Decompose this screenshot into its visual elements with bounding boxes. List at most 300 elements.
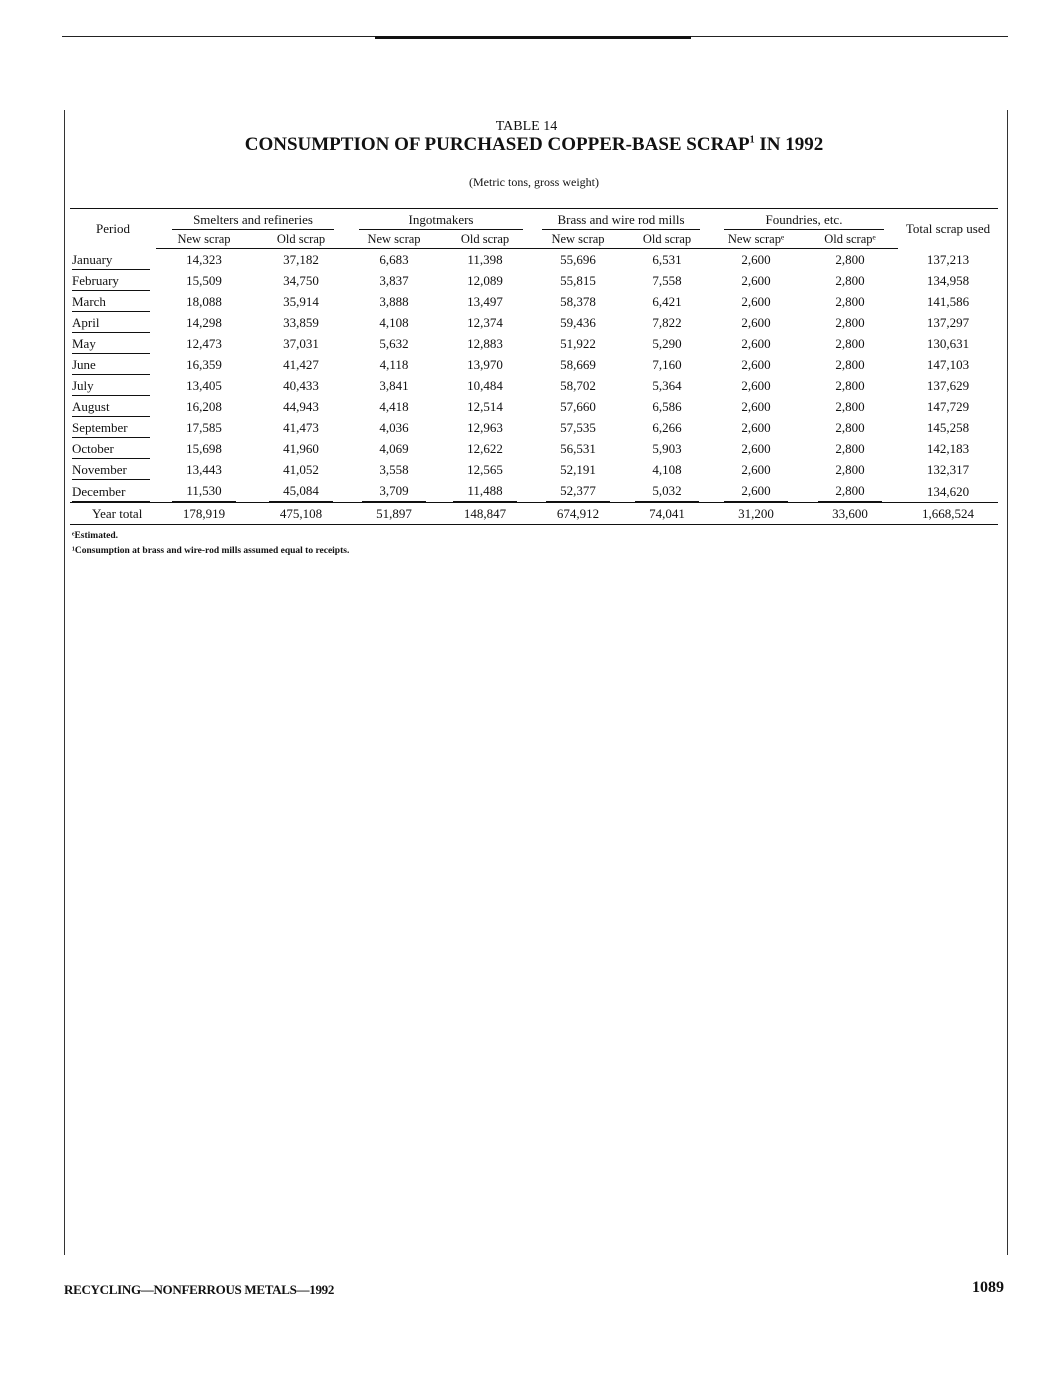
value-text: 33,859 bbox=[283, 315, 319, 330]
value-cell bbox=[624, 270, 710, 291]
value-text: 16,359 bbox=[186, 357, 222, 372]
value-cell bbox=[624, 333, 710, 354]
value-text: 2,800 bbox=[835, 336, 865, 351]
value-cell bbox=[898, 438, 998, 459]
value-cell bbox=[898, 503, 998, 525]
value-cell bbox=[532, 480, 624, 503]
value-cell bbox=[710, 396, 802, 417]
period-cell bbox=[70, 249, 156, 271]
value-text: 56,531 bbox=[560, 441, 596, 456]
value-cell bbox=[350, 291, 438, 312]
value-text: 33,600 bbox=[832, 506, 868, 521]
value-text: 12,883 bbox=[467, 336, 503, 351]
value-text: 148,847 bbox=[463, 506, 507, 521]
table-row bbox=[70, 459, 998, 480]
period-label: November bbox=[72, 460, 150, 480]
value-text: 2,800 bbox=[835, 315, 865, 330]
value-cell bbox=[350, 417, 438, 438]
value-text: 4,418 bbox=[379, 399, 409, 414]
value-text: 2,800 bbox=[835, 462, 865, 477]
value-text: 11,530 bbox=[172, 480, 236, 502]
value-text: 7,558 bbox=[652, 273, 682, 288]
value-text: 41,473 bbox=[283, 420, 319, 435]
subheader-old-scrap: Old scrap bbox=[624, 230, 710, 249]
value-text: 2,600 bbox=[741, 273, 771, 288]
period-cell bbox=[70, 270, 156, 291]
top-rule-accent bbox=[375, 36, 691, 39]
value-text: 41,427 bbox=[283, 357, 319, 372]
value-cell bbox=[624, 396, 710, 417]
left-margin-rule bbox=[64, 110, 65, 1255]
period-label: December bbox=[72, 482, 150, 502]
value-text: 5,290 bbox=[652, 336, 682, 351]
subheader-old-scrap: Old scrap bbox=[252, 230, 350, 249]
period-label: Year total bbox=[92, 506, 143, 521]
value-cell bbox=[156, 333, 252, 354]
value-cell bbox=[252, 249, 350, 271]
value-cell bbox=[156, 438, 252, 459]
table-row bbox=[70, 270, 998, 291]
period-cell bbox=[70, 375, 156, 396]
value-text: 15,509 bbox=[186, 273, 222, 288]
group-header-brass-mills: Brass and wire rod mills bbox=[532, 209, 710, 231]
value-text: 475,108 bbox=[279, 506, 323, 521]
value-text: 147,103 bbox=[926, 357, 970, 372]
value-cell bbox=[802, 503, 898, 525]
value-text: 132,317 bbox=[926, 462, 970, 477]
value-cell bbox=[532, 396, 624, 417]
table-row bbox=[70, 480, 998, 503]
value-text: 134,958 bbox=[926, 273, 970, 288]
value-cell bbox=[898, 459, 998, 480]
table-row bbox=[70, 438, 998, 459]
value-text: 59,436 bbox=[560, 315, 596, 330]
period-cell bbox=[70, 480, 156, 503]
group-header-foundries: Foundries, etc. bbox=[710, 209, 898, 231]
value-cell bbox=[350, 375, 438, 396]
table-row bbox=[70, 375, 998, 396]
value-text: 137,629 bbox=[926, 378, 970, 393]
value-cell bbox=[802, 270, 898, 291]
value-cell bbox=[438, 503, 532, 525]
table-title bbox=[0, 134, 1053, 156]
table-title-year: IN 1992 bbox=[754, 134, 824, 155]
value-cell bbox=[438, 480, 532, 503]
period-cell bbox=[70, 459, 156, 480]
value-text: 41,960 bbox=[283, 441, 319, 456]
value-text: 130,631 bbox=[926, 336, 970, 351]
value-cell bbox=[624, 312, 710, 333]
value-text: 3,837 bbox=[379, 273, 409, 288]
value-text: 31,200 bbox=[738, 506, 774, 521]
value-cell bbox=[350, 396, 438, 417]
value-text: 134,620 bbox=[926, 483, 970, 499]
value-cell bbox=[438, 396, 532, 417]
value-cell bbox=[350, 459, 438, 480]
value-cell bbox=[802, 459, 898, 480]
value-text: 5,032 bbox=[635, 480, 699, 502]
value-cell bbox=[438, 375, 532, 396]
period-cell bbox=[70, 396, 156, 417]
value-text: 11,398 bbox=[467, 252, 503, 267]
value-text: 4,118 bbox=[379, 357, 409, 372]
table-body bbox=[70, 249, 998, 525]
total-header: Total scrap used bbox=[905, 220, 991, 236]
value-cell bbox=[710, 503, 802, 525]
value-cell bbox=[438, 270, 532, 291]
value-cell bbox=[252, 333, 350, 354]
value-text: 10,484 bbox=[467, 378, 503, 393]
value-text: 2,600 bbox=[741, 399, 771, 414]
value-text: 145,258 bbox=[926, 420, 970, 435]
value-cell bbox=[898, 291, 998, 312]
value-cell bbox=[438, 438, 532, 459]
period-cell bbox=[70, 503, 156, 525]
value-text: 2,600 bbox=[724, 480, 788, 502]
group-header-smelters: Smelters and refineries bbox=[156, 209, 350, 231]
value-text: 2,800 bbox=[835, 357, 865, 372]
value-text: 2,600 bbox=[741, 441, 771, 456]
value-cell bbox=[624, 417, 710, 438]
value-cell bbox=[802, 417, 898, 438]
value-cell bbox=[802, 312, 898, 333]
table-row bbox=[70, 312, 998, 333]
value-cell bbox=[898, 396, 998, 417]
value-text: 34,750 bbox=[283, 273, 319, 288]
value-text: 2,800 bbox=[835, 441, 865, 456]
value-text: 674,912 bbox=[556, 506, 600, 521]
value-text: 51,897 bbox=[376, 506, 412, 521]
table-row bbox=[70, 396, 998, 417]
value-text: 13,970 bbox=[467, 357, 503, 372]
value-text: 12,089 bbox=[467, 273, 503, 288]
value-cell bbox=[532, 438, 624, 459]
value-cell bbox=[710, 312, 802, 333]
value-text: 3,558 bbox=[379, 462, 409, 477]
period-label: August bbox=[72, 397, 150, 417]
value-cell bbox=[532, 312, 624, 333]
value-cell bbox=[156, 459, 252, 480]
table-row bbox=[70, 291, 998, 312]
value-text: 57,660 bbox=[560, 399, 596, 414]
value-cell bbox=[156, 354, 252, 375]
value-text: 2,600 bbox=[741, 252, 771, 267]
value-text: 178,919 bbox=[182, 506, 226, 521]
subheader-old-scrap-estimated: Old scrapᵉ bbox=[802, 230, 898, 249]
value-cell bbox=[624, 503, 710, 525]
value-text: 18,088 bbox=[186, 294, 222, 309]
footnote-estimated: ᵉEstimated. bbox=[72, 531, 118, 541]
value-cell bbox=[710, 480, 802, 503]
value-cell bbox=[156, 270, 252, 291]
consumption-table bbox=[70, 208, 998, 525]
value-text: 16,208 bbox=[186, 399, 222, 414]
period-label: June bbox=[72, 355, 150, 375]
value-cell bbox=[350, 480, 438, 503]
table-number: TABLE 14 bbox=[495, 119, 558, 134]
value-cell bbox=[156, 375, 252, 396]
value-text: 57,535 bbox=[560, 420, 596, 435]
value-text: 58,669 bbox=[560, 357, 596, 372]
value-text: 41,052 bbox=[283, 462, 319, 477]
value-cell bbox=[532, 503, 624, 525]
value-cell bbox=[350, 270, 438, 291]
value-text: 37,182 bbox=[283, 252, 319, 267]
value-cell bbox=[156, 312, 252, 333]
value-cell bbox=[252, 354, 350, 375]
value-cell bbox=[438, 354, 532, 375]
value-text: 74,041 bbox=[649, 506, 685, 521]
value-text: 15,698 bbox=[186, 441, 222, 456]
period-cell bbox=[70, 417, 156, 438]
value-cell bbox=[532, 291, 624, 312]
value-cell bbox=[252, 270, 350, 291]
value-cell bbox=[350, 333, 438, 354]
value-cell bbox=[350, 249, 438, 271]
value-cell bbox=[350, 503, 438, 525]
value-text: 4,108 bbox=[379, 315, 409, 330]
value-cell bbox=[532, 249, 624, 271]
period-label: May bbox=[72, 334, 150, 354]
subheader-old-scrap: Old scrap bbox=[438, 230, 532, 249]
value-cell bbox=[156, 291, 252, 312]
value-cell bbox=[438, 417, 532, 438]
value-cell bbox=[802, 291, 898, 312]
value-cell bbox=[802, 396, 898, 417]
period-label: March bbox=[72, 292, 150, 312]
table-title-text: CONSUMPTION OF PURCHASED COPPER-BASE SCRAP bbox=[244, 134, 750, 155]
value-cell bbox=[156, 396, 252, 417]
value-cell bbox=[252, 396, 350, 417]
value-cell bbox=[438, 312, 532, 333]
value-cell bbox=[898, 270, 998, 291]
value-text: 2,800 bbox=[835, 399, 865, 414]
value-text: 7,160 bbox=[652, 357, 682, 372]
value-text: 12,622 bbox=[467, 441, 503, 456]
value-cell bbox=[252, 480, 350, 503]
value-text: 55,815 bbox=[560, 273, 596, 288]
value-text: 6,683 bbox=[379, 252, 409, 267]
value-text: 12,565 bbox=[467, 462, 503, 477]
value-text: 2,600 bbox=[741, 315, 771, 330]
value-cell bbox=[438, 333, 532, 354]
value-cell bbox=[898, 249, 998, 271]
value-text: 11,488 bbox=[453, 480, 517, 502]
value-text: 12,374 bbox=[467, 315, 503, 330]
value-text: 5,903 bbox=[652, 441, 682, 456]
value-cell bbox=[350, 438, 438, 459]
table-row bbox=[70, 354, 998, 375]
value-text: 2,600 bbox=[741, 357, 771, 372]
value-text: 58,702 bbox=[560, 378, 596, 393]
period-cell bbox=[70, 333, 156, 354]
period-label: February bbox=[72, 271, 150, 291]
value-cell bbox=[898, 417, 998, 438]
value-text: 137,297 bbox=[926, 315, 970, 330]
value-cell bbox=[624, 438, 710, 459]
value-text: 1,668,524 bbox=[922, 506, 974, 521]
value-cell bbox=[532, 417, 624, 438]
value-cell bbox=[156, 480, 252, 503]
value-cell bbox=[350, 312, 438, 333]
group-header-ingotmakers: Ingotmakers bbox=[350, 209, 532, 231]
value-cell bbox=[710, 459, 802, 480]
subheader-new-scrap-estimated: New scrapᵉ bbox=[710, 230, 802, 249]
value-cell bbox=[802, 249, 898, 271]
value-cell bbox=[802, 480, 898, 503]
value-text: 4,036 bbox=[379, 420, 409, 435]
value-text: 147,729 bbox=[926, 399, 970, 414]
value-text: 2,600 bbox=[741, 378, 771, 393]
value-text: 5,364 bbox=[652, 378, 682, 393]
value-cell bbox=[438, 459, 532, 480]
value-text: 141,586 bbox=[926, 294, 970, 309]
value-text: 2,800 bbox=[835, 294, 865, 309]
value-cell bbox=[624, 249, 710, 271]
value-cell bbox=[532, 270, 624, 291]
value-text: 13,497 bbox=[467, 294, 503, 309]
value-cell bbox=[710, 438, 802, 459]
value-text: 37,031 bbox=[283, 336, 319, 351]
period-cell bbox=[70, 354, 156, 375]
period-cell bbox=[70, 312, 156, 333]
period-label: April bbox=[72, 313, 150, 333]
value-cell bbox=[532, 375, 624, 396]
value-cell bbox=[532, 333, 624, 354]
value-text: 2,600 bbox=[741, 462, 771, 477]
value-text: 13,405 bbox=[186, 378, 222, 393]
value-text: 17,585 bbox=[186, 420, 222, 435]
value-text: 44,943 bbox=[283, 399, 319, 414]
value-cell bbox=[710, 270, 802, 291]
footnote-consumption: ¹Consumption at brass and wire-rod mills assumed equal to receipts. bbox=[72, 546, 350, 556]
value-text: 2,600 bbox=[741, 420, 771, 435]
value-cell bbox=[710, 417, 802, 438]
value-text: 3,841 bbox=[379, 378, 409, 393]
value-cell bbox=[898, 312, 998, 333]
value-cell bbox=[624, 354, 710, 375]
value-cell bbox=[710, 354, 802, 375]
value-text: 13,443 bbox=[186, 462, 222, 477]
value-text: 14,323 bbox=[186, 252, 222, 267]
period-label: October bbox=[72, 439, 150, 459]
table-row bbox=[70, 333, 998, 354]
value-cell bbox=[898, 375, 998, 396]
value-text: 3,888 bbox=[379, 294, 409, 309]
period-label: July bbox=[72, 376, 150, 396]
value-text: 51,922 bbox=[560, 336, 596, 351]
period-cell bbox=[70, 291, 156, 312]
subheader-new-scrap: New scrap bbox=[350, 230, 438, 249]
value-text: 4,069 bbox=[379, 441, 409, 456]
value-text: 12,514 bbox=[467, 399, 503, 414]
value-cell bbox=[898, 354, 998, 375]
value-cell bbox=[156, 503, 252, 525]
value-cell bbox=[156, 249, 252, 271]
value-cell bbox=[252, 503, 350, 525]
value-cell bbox=[624, 480, 710, 503]
value-text: 45,084 bbox=[269, 480, 333, 502]
value-text: 2,800 bbox=[835, 378, 865, 393]
value-cell bbox=[252, 312, 350, 333]
subheader-new-scrap: New scrap bbox=[156, 230, 252, 249]
value-cell bbox=[802, 354, 898, 375]
value-text: 12,963 bbox=[467, 420, 503, 435]
subheader-new-scrap: New scrap bbox=[532, 230, 624, 249]
value-cell bbox=[532, 354, 624, 375]
value-text: 58,378 bbox=[560, 294, 596, 309]
value-text: 137,213 bbox=[926, 251, 970, 267]
value-text: 35,914 bbox=[283, 294, 319, 309]
value-cell bbox=[710, 291, 802, 312]
title-footnote-marker: 1 bbox=[749, 134, 755, 146]
value-text: 2,800 bbox=[835, 273, 865, 288]
period-label: January bbox=[72, 250, 150, 270]
value-text: 14,298 bbox=[186, 315, 222, 330]
value-cell bbox=[624, 375, 710, 396]
value-text: 5,632 bbox=[379, 336, 409, 351]
value-cell bbox=[802, 375, 898, 396]
value-cell bbox=[802, 438, 898, 459]
value-cell bbox=[710, 375, 802, 396]
value-text: 3,709 bbox=[362, 480, 426, 502]
value-cell bbox=[710, 249, 802, 271]
value-text: 6,266 bbox=[652, 420, 682, 435]
page-number: 1089 bbox=[972, 1279, 1004, 1296]
value-text: 12,473 bbox=[186, 336, 222, 351]
table-row bbox=[70, 249, 998, 271]
value-cell bbox=[898, 480, 998, 503]
value-text: 6,531 bbox=[652, 252, 682, 267]
value-text: 2,600 bbox=[741, 336, 771, 351]
value-cell bbox=[624, 459, 710, 480]
value-text: 40,433 bbox=[283, 378, 319, 393]
value-cell bbox=[252, 438, 350, 459]
value-cell bbox=[252, 291, 350, 312]
value-text: 2,800 bbox=[835, 420, 865, 435]
table-units: (Metric tons, gross weight) bbox=[469, 175, 599, 189]
value-cell bbox=[350, 354, 438, 375]
value-text: 142,183 bbox=[926, 441, 970, 456]
value-text: 52,191 bbox=[560, 462, 596, 477]
total-row bbox=[70, 503, 998, 525]
value-text: 52,377 bbox=[546, 480, 610, 502]
value-text: 6,421 bbox=[652, 294, 682, 309]
table-row bbox=[70, 417, 998, 438]
period-header: Period bbox=[96, 220, 130, 236]
value-cell bbox=[252, 375, 350, 396]
period-cell bbox=[70, 438, 156, 459]
value-cell bbox=[624, 291, 710, 312]
value-cell bbox=[802, 333, 898, 354]
value-text: 2,800 bbox=[818, 480, 882, 502]
value-cell bbox=[438, 291, 532, 312]
value-cell bbox=[532, 459, 624, 480]
value-text: 4,108 bbox=[652, 462, 682, 477]
value-cell bbox=[438, 249, 532, 271]
running-footer: RECYCLING—NONFERROUS METALS—1992 bbox=[64, 1282, 335, 1297]
value-cell bbox=[898, 333, 998, 354]
value-text: 7,822 bbox=[652, 315, 682, 330]
period-label: September bbox=[72, 418, 150, 438]
right-margin-rule bbox=[1007, 110, 1008, 1255]
value-text: 55,696 bbox=[560, 252, 596, 267]
value-cell bbox=[252, 459, 350, 480]
value-cell bbox=[710, 333, 802, 354]
value-text: 2,800 bbox=[835, 252, 865, 267]
value-cell bbox=[252, 417, 350, 438]
value-text: 2,600 bbox=[741, 294, 771, 309]
